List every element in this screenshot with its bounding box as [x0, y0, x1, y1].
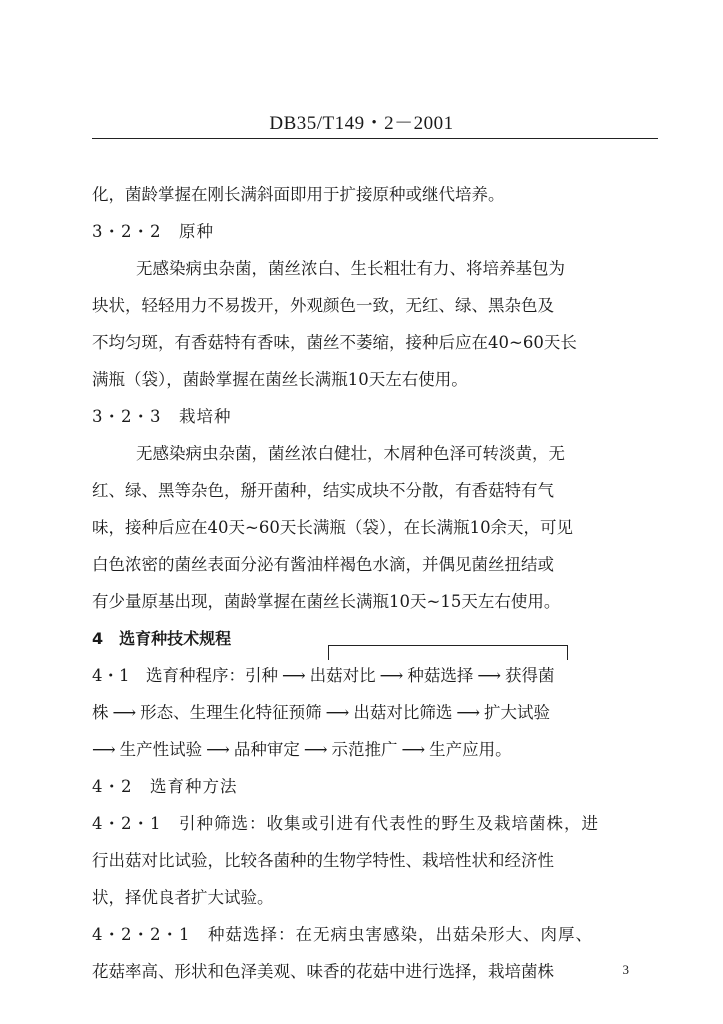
arrow-right-icon: ⟶	[206, 740, 230, 759]
body-line: 行出菇对比试验，比较各菌种的生物学特性、栽培性状和经济性	[92, 851, 554, 870]
flow-step: 种菇选择	[407, 666, 474, 685]
body-line: 4・2・2・1 种菇选择：在无病虫害感染，出菇朵形大、肉厚、	[92, 925, 593, 944]
header-rule	[92, 138, 658, 139]
arrow-right-icon: ⟶	[303, 740, 328, 759]
flow-step: 生产性试验	[119, 740, 203, 759]
body-line: 化，菌龄掌握在刚长满斜面即用于扩接原种或继代培养。	[92, 185, 505, 204]
section-heading-3-2-2: 3・2・2 原种	[92, 222, 214, 241]
body-line: 满瓶（袋），菌龄掌握在菌丝长满瓶10天左右使用。	[92, 370, 468, 389]
flow-step: 出菇对比	[309, 666, 376, 685]
flow-step: 品种审定	[233, 740, 300, 759]
flow-step: 引种	[245, 666, 278, 685]
flow-feedback-bracket	[328, 645, 568, 660]
arrow-right-icon: ⟶	[325, 703, 350, 722]
flow-row-3	[92, 731, 658, 768]
section-heading-4: 4 选育种技术规程	[92, 629, 232, 648]
flow-step: 扩大试验	[483, 703, 550, 722]
section-heading-3-2-3: 3・2・3 栽培种	[92, 407, 232, 426]
body-line: 白色浓密的菌丝表面分泌有酱油样褐色水滴，并偶见菌丝扭结或	[92, 555, 554, 574]
body-line: 花菇率高、形状和色泽美观、味香的花菇中进行选择，栽培菌株	[92, 962, 554, 981]
arrow-right-icon: ⟶	[282, 666, 306, 685]
arrow-right-icon: ⟶	[112, 703, 137, 722]
body-line: 块状，轻轻用力不易拨开，外观颜色一致，无红、绿、黑杂色及	[92, 296, 554, 315]
body-line: 无感染病虫杂菌，菌丝浓白、生长粗壮有力、将培养基包为	[136, 259, 565, 278]
flow-step: 出菇对比筛选	[353, 703, 453, 722]
flow-step: 形态、生理生化特征预筛	[140, 703, 322, 722]
page-number: 3	[622, 962, 629, 977]
body-line: 味，接种后应在40天~60天长满瓶（袋），在长满瓶10余天，可见	[92, 518, 574, 537]
document-body	[92, 176, 658, 990]
flow-step: 获得菌	[504, 666, 555, 685]
arrow-right-icon: ⟶	[477, 666, 501, 685]
flow-step: 株	[92, 703, 109, 722]
body-line: 红、绿、黑等杂色，掰开菌种，结实成块不分散，有香菇特有气	[92, 481, 554, 500]
arrow-right-icon: ⟶	[92, 740, 116, 759]
arrow-right-icon: ⟶	[379, 666, 404, 685]
body-line: 状，择优良者扩大试验。	[92, 888, 274, 907]
body-line: 4・2・1 引种筛选：收集或引进有代表性的野生及栽培菌株，进	[92, 814, 599, 833]
body-line: 有少量原基出现，菌龄掌握在菌丝长满瓶10天~15天左右使用。	[92, 592, 561, 611]
document-code-header: DB35/T149・2－2001	[269, 113, 454, 134]
flow-row-2	[92, 694, 658, 731]
arrow-right-icon: ⟶	[456, 703, 480, 722]
flow-prefix: 4・1 选育种程序：	[92, 666, 245, 685]
body-line: 不均匀斑，有香菇特有香味，菌丝不萎缩，接种后应在40~60天长	[92, 333, 577, 352]
body-line: 无感染病虫杂菌，菌丝浓白健壮，木屑种色泽可转淡黄，无	[136, 444, 565, 463]
flow-step: 生产应用。	[429, 740, 512, 759]
section-heading-4-2: 4・2 选育种方法	[92, 777, 238, 796]
flow-row-1	[92, 657, 658, 694]
flow-step: 示范推广	[331, 740, 398, 759]
arrow-right-icon: ⟶	[401, 740, 426, 759]
